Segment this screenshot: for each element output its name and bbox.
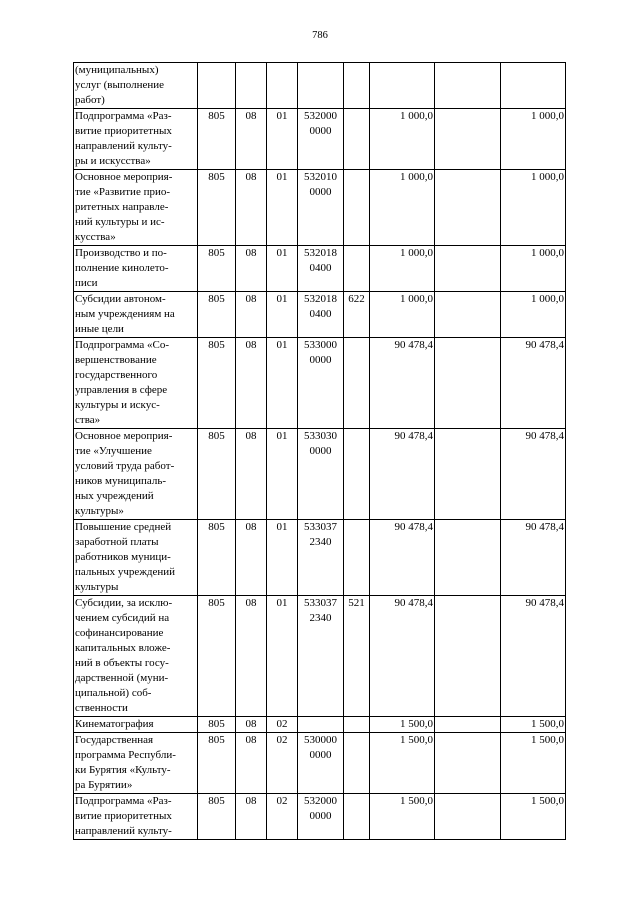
row-name-line: ки Бурятия «Культу- (75, 764, 171, 776)
row-csr-cell: 532000 0000 (298, 794, 344, 840)
row-name-line: Повышение средней (75, 521, 172, 533)
table-row (74, 794, 566, 840)
row-name-line: ных учреждений (75, 490, 154, 502)
row-amount3-cell: 1 500,0 (501, 717, 566, 733)
row-pr-cell: 01 (267, 292, 298, 338)
row-name-line: ний культуры и ис- (75, 216, 165, 228)
row-name-line: ры и искусства» (75, 155, 151, 167)
row-amount2-cell (435, 246, 501, 292)
row-amount2-cell (435, 717, 501, 733)
table-row (74, 246, 566, 292)
table-row (74, 109, 566, 170)
row-name-line: Подпрограмма «Со- (75, 339, 169, 351)
row-rz-cell: 08 (236, 338, 267, 429)
row-amount1-cell: 90 478,4 (370, 338, 435, 429)
table-row (74, 733, 566, 794)
row-name-line: чением субсидий на (75, 612, 170, 624)
row-amount1-cell: 1 000,0 (370, 292, 435, 338)
row-pr-cell: 02 (267, 733, 298, 794)
row-amount1-cell (370, 63, 435, 109)
row-name-cell (74, 246, 198, 292)
row-name-line: пальных учреждений (75, 566, 176, 578)
row-name-line: вершенствование (75, 354, 157, 366)
row-pr-cell: 01 (267, 246, 298, 292)
row-ved-cell: 805 (198, 733, 236, 794)
row-amount3-cell (501, 63, 566, 109)
row-name-line: ципальной) соб- (75, 687, 152, 699)
row-amount1-cell: 90 478,4 (370, 596, 435, 717)
row-amount1-cell: 1 500,0 (370, 733, 435, 794)
row-name-line: ства» (75, 414, 101, 426)
row-pr-cell: 01 (267, 596, 298, 717)
row-amount1-cell: 90 478,4 (370, 429, 435, 520)
row-ved-cell: 805 (198, 170, 236, 246)
row-amount2-cell (435, 429, 501, 520)
row-ved-cell: 805 (198, 717, 236, 733)
row-name-line: ра Бурятии» (75, 779, 133, 791)
row-name-line: полнение кинолето- (75, 262, 169, 274)
row-name-line: культуры» (75, 505, 124, 517)
row-csr-cell: 532018 0400 (298, 292, 344, 338)
row-name-line: дарственной (муни- (75, 672, 169, 684)
table-row (74, 717, 566, 733)
row-amount3-cell: 90 478,4 (501, 596, 566, 717)
row-name-cell (74, 170, 198, 246)
row-amount2-cell (435, 63, 501, 109)
row-csr-cell: 530000 0000 (298, 733, 344, 794)
row-ved-cell (198, 63, 236, 109)
row-ved-cell: 805 (198, 338, 236, 429)
row-name-line: ритетных направле- (75, 201, 169, 213)
row-name-cell (74, 596, 198, 717)
row-vr-cell (344, 63, 370, 109)
row-name-cell (74, 429, 198, 520)
row-name-line: Основное мероприя- (75, 430, 173, 442)
row-amount1-cell: 1 000,0 (370, 246, 435, 292)
row-name-line: условий труда работ- (75, 460, 175, 472)
row-name-line: управления в сфере (75, 384, 168, 396)
row-amount1-cell: 1 500,0 (370, 717, 435, 733)
row-amount1-cell: 1 000,0 (370, 170, 435, 246)
row-pr-cell: 01 (267, 429, 298, 520)
row-amount3-cell: 1 000,0 (501, 109, 566, 170)
row-csr-cell (298, 717, 344, 733)
row-amount1-cell: 90 478,4 (370, 520, 435, 596)
row-ved-cell: 805 (198, 794, 236, 840)
row-ved-cell: 805 (198, 109, 236, 170)
table-row (74, 292, 566, 338)
row-amount2-cell (435, 109, 501, 170)
row-ved-cell: 805 (198, 292, 236, 338)
row-vr-cell (344, 794, 370, 840)
row-ved-cell: 805 (198, 520, 236, 596)
row-amount1-cell: 1 000,0 (370, 109, 435, 170)
row-name-cell (74, 292, 198, 338)
row-amount3-cell: 1 000,0 (501, 170, 566, 246)
row-amount3-cell: 90 478,4 (501, 338, 566, 429)
row-amount2-cell (435, 170, 501, 246)
row-name-cell (74, 733, 198, 794)
row-name-line: культуры (75, 581, 119, 593)
row-amount2-cell (435, 733, 501, 794)
row-name-line: тие «Улучшение (75, 445, 152, 457)
row-name-line: ников муниципаль- (75, 475, 167, 487)
row-name-cell (74, 109, 198, 170)
row-name-line: витие приоритетных (75, 125, 172, 137)
row-pr-cell: 01 (267, 338, 298, 429)
row-rz-cell: 08 (236, 520, 267, 596)
row-name-line: ний в объекты госу- (75, 657, 169, 669)
row-vr-cell (344, 338, 370, 429)
row-vr-cell (344, 109, 370, 170)
row-name-line: ным учреждениям на (75, 308, 175, 320)
budget-table (73, 62, 566, 840)
row-vr-cell (344, 429, 370, 520)
row-amount2-cell (435, 794, 501, 840)
row-name-line: заработной платы (75, 536, 159, 548)
row-name-line: иные цели (75, 323, 124, 335)
table-row (74, 596, 566, 717)
row-amount3-cell: 1 000,0 (501, 292, 566, 338)
row-vr-cell (344, 717, 370, 733)
row-vr-cell (344, 520, 370, 596)
row-name-line: (муниципальных) (75, 64, 159, 76)
table-row (74, 429, 566, 520)
row-pr-cell: 02 (267, 717, 298, 733)
row-csr-cell: 533000 0000 (298, 338, 344, 429)
row-rz-cell: 08 (236, 717, 267, 733)
row-ved-cell: 805 (198, 429, 236, 520)
row-csr-cell: 532010 0000 (298, 170, 344, 246)
row-vr-cell (344, 170, 370, 246)
table-row (74, 520, 566, 596)
row-amount3-cell: 1 000,0 (501, 246, 566, 292)
row-rz-cell: 08 (236, 246, 267, 292)
row-vr-cell (344, 246, 370, 292)
row-csr-cell: 533037 2340 (298, 520, 344, 596)
row-csr-cell: 533030 0000 (298, 429, 344, 520)
row-name-cell (74, 520, 198, 596)
row-amount2-cell (435, 596, 501, 717)
row-name-line: тие «Развитие прио- (75, 186, 171, 198)
row-rz-cell: 08 (236, 292, 267, 338)
row-name-line: направлений культу- (75, 140, 172, 152)
row-pr-cell (267, 63, 298, 109)
page-number: 786 (312, 30, 328, 41)
row-pr-cell: 01 (267, 109, 298, 170)
row-name-line: капитальных вложе- (75, 642, 171, 654)
row-name-line: услуг (выполнение (75, 79, 165, 91)
row-amount2-cell (435, 292, 501, 338)
row-name-line: государственного (75, 369, 158, 381)
row-csr-cell (298, 63, 344, 109)
row-pr-cell: 02 (267, 794, 298, 840)
row-name-line: Субсидии, за исклю- (75, 597, 173, 609)
row-name-line: Основное мероприя- (75, 171, 173, 183)
row-name-line: писи (75, 277, 98, 289)
row-name-line: Подпрограмма «Раз- (75, 110, 172, 122)
row-name-line: ственности (75, 702, 128, 714)
row-name-line: Кинематография (75, 718, 154, 730)
row-name-line: работ) (75, 94, 105, 106)
row-amount1-cell: 1 500,0 (370, 794, 435, 840)
row-ved-cell: 805 (198, 246, 236, 292)
table-row (74, 170, 566, 246)
row-rz-cell: 08 (236, 170, 267, 246)
row-name-cell (74, 717, 198, 733)
row-vr-cell: 622 (344, 292, 370, 338)
row-name-line: работников муници- (75, 551, 171, 563)
row-rz-cell: 08 (236, 733, 267, 794)
row-name-line: Государственная (75, 734, 154, 746)
row-rz-cell: 08 (236, 429, 267, 520)
row-amount2-cell (435, 520, 501, 596)
row-name-line: Подпрограмма «Раз- (75, 795, 172, 807)
row-amount3-cell: 1 500,0 (501, 794, 566, 840)
row-ved-cell: 805 (198, 596, 236, 717)
row-name-cell (74, 338, 198, 429)
row-name-line: направлений культу- (75, 825, 172, 837)
table-row (74, 338, 566, 429)
row-name-line: программа Республи- (75, 749, 176, 761)
row-amount3-cell: 90 478,4 (501, 429, 566, 520)
row-pr-cell: 01 (267, 520, 298, 596)
row-amount3-cell: 90 478,4 (501, 520, 566, 596)
budget-table-body (74, 63, 566, 840)
row-rz-cell: 08 (236, 596, 267, 717)
row-name-cell (74, 63, 198, 109)
row-rz-cell: 08 (236, 794, 267, 840)
row-amount2-cell (435, 338, 501, 429)
row-csr-cell: 532000 0000 (298, 109, 344, 170)
row-vr-cell (344, 733, 370, 794)
row-name-line: Производство и по- (75, 247, 167, 259)
row-name-line: софинансирование (75, 627, 164, 639)
row-csr-cell: 533037 2340 (298, 596, 344, 717)
row-rz-cell (236, 63, 267, 109)
table-row (74, 63, 566, 109)
row-name-cell (74, 794, 198, 840)
row-name-line: культуры и искус- (75, 399, 160, 411)
row-name-line: Субсидии автоном- (75, 293, 166, 305)
row-vr-cell: 521 (344, 596, 370, 717)
row-pr-cell: 01 (267, 170, 298, 246)
row-rz-cell: 08 (236, 109, 267, 170)
row-name-line: витие приоритетных (75, 810, 172, 822)
row-name-line: кусства» (75, 231, 116, 243)
row-amount3-cell: 1 500,0 (501, 733, 566, 794)
row-csr-cell: 532018 0400 (298, 246, 344, 292)
